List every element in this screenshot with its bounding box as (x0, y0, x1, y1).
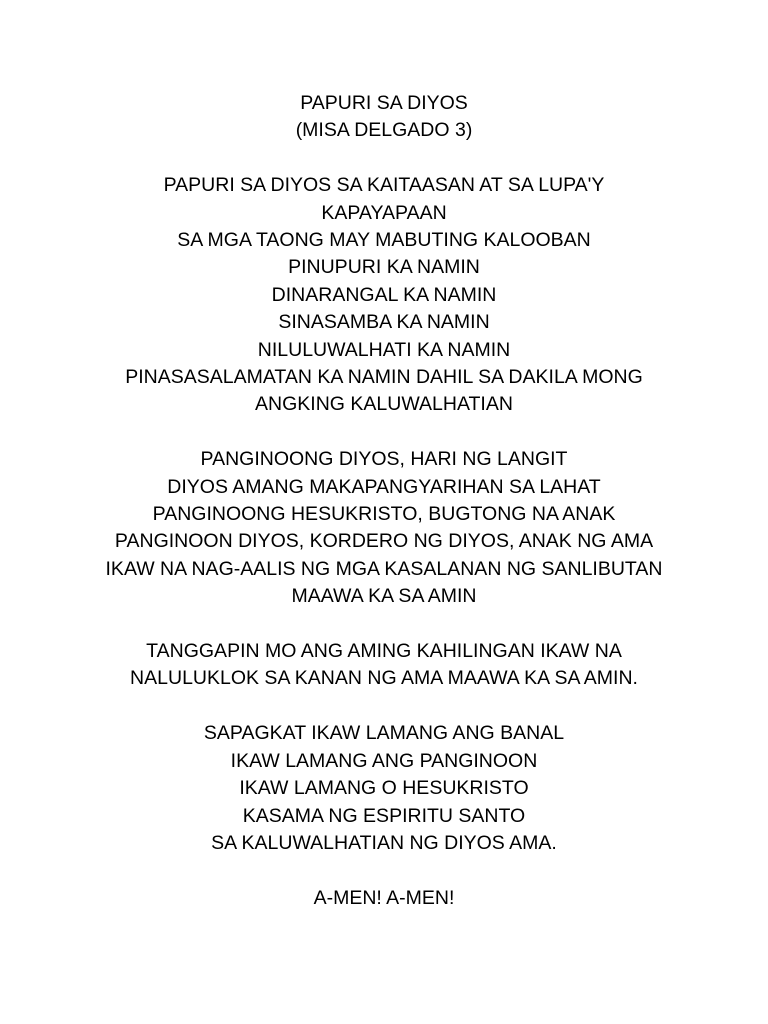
stanza-2 (0, 446, 768, 610)
song-title: PAPURI SA DIYOS (300, 92, 468, 114)
stanza-gap (0, 857, 768, 884)
lyric-line: PAPURI SA DIYOS SA KAITAASAN AT SA LUPA'Y (163, 174, 605, 197)
stanza-gap (0, 145, 768, 172)
lyric-line: PANGINOON DIYOS, KORDERO NG DIYOS, ANAK NG AMA (114, 530, 654, 553)
lyric-line: NALULUKLOK SA KANAN NG AMA MAAWA KA SA AMIN. (130, 667, 638, 690)
lyric-line: KASAMA NG ESPIRITU SANTO (242, 804, 526, 827)
lyric-line: MAAWA KA SA AMIN (291, 585, 477, 608)
lyric-line: KAPAYAPAAN (321, 201, 447, 224)
lyric-line: TANGGAPIN MO ANG AMING KAHILINGAN IKAW NA (146, 640, 622, 663)
lyric-line: SA MGA TAONG MAY MABUTING KALOOBAN (177, 229, 591, 252)
lyric-line: PINASASALAMATAN KA NAMIN DAHIL SA DAKILA MONG (125, 366, 643, 389)
stanza-4 (0, 720, 768, 857)
stanza-gap (0, 693, 768, 720)
lyrics-content (0, 90, 768, 912)
song-subtitle: (MISA DELGADO 3) (295, 119, 473, 142)
lyric-line: A-MEN! A-MEN! (313, 886, 455, 909)
stanza-3 (0, 638, 768, 693)
lyric-line: PINUPURI KA NAMIN (288, 256, 480, 279)
lyric-line: IKAW NA NAG-AALIS NG MGA KASALANAN NG SANLIBUTAN (105, 557, 663, 580)
stanza-gap (0, 611, 768, 638)
lyric-line: IKAW LAMANG ANG PANGINOON (230, 749, 538, 772)
title-block (0, 90, 768, 145)
lyric-line: SAPAGKAT IKAW LAMANG ANG BANAL (203, 722, 565, 745)
stanza-1 (0, 172, 768, 419)
stanza-5 (0, 885, 768, 912)
lyric-line: IKAW LAMANG O HESUKRISTO (239, 777, 529, 800)
stanza-gap (0, 419, 768, 446)
lyric-line: NILULUWALHATI KA NAMIN (257, 338, 511, 361)
lyric-line: PANGINOONG HESUKRISTO, BUGTONG NA ANAK (152, 503, 616, 526)
lyric-line: SINASAMBA KA NAMIN (278, 311, 490, 334)
lyric-line: ANGKING KALUWALHATIAN (255, 393, 513, 416)
lyric-line: DINARANGAL KA NAMIN (271, 283, 497, 306)
lyric-line: SA KALUWALHATIAN NG DIYOS AMA. (211, 831, 557, 854)
lyric-line: DIYOS AMANG MAKAPANGYARIHAN SA LAHAT (167, 475, 601, 498)
lyric-line: PANGINOONG DIYOS, HARI NG LANGIT (200, 448, 568, 471)
